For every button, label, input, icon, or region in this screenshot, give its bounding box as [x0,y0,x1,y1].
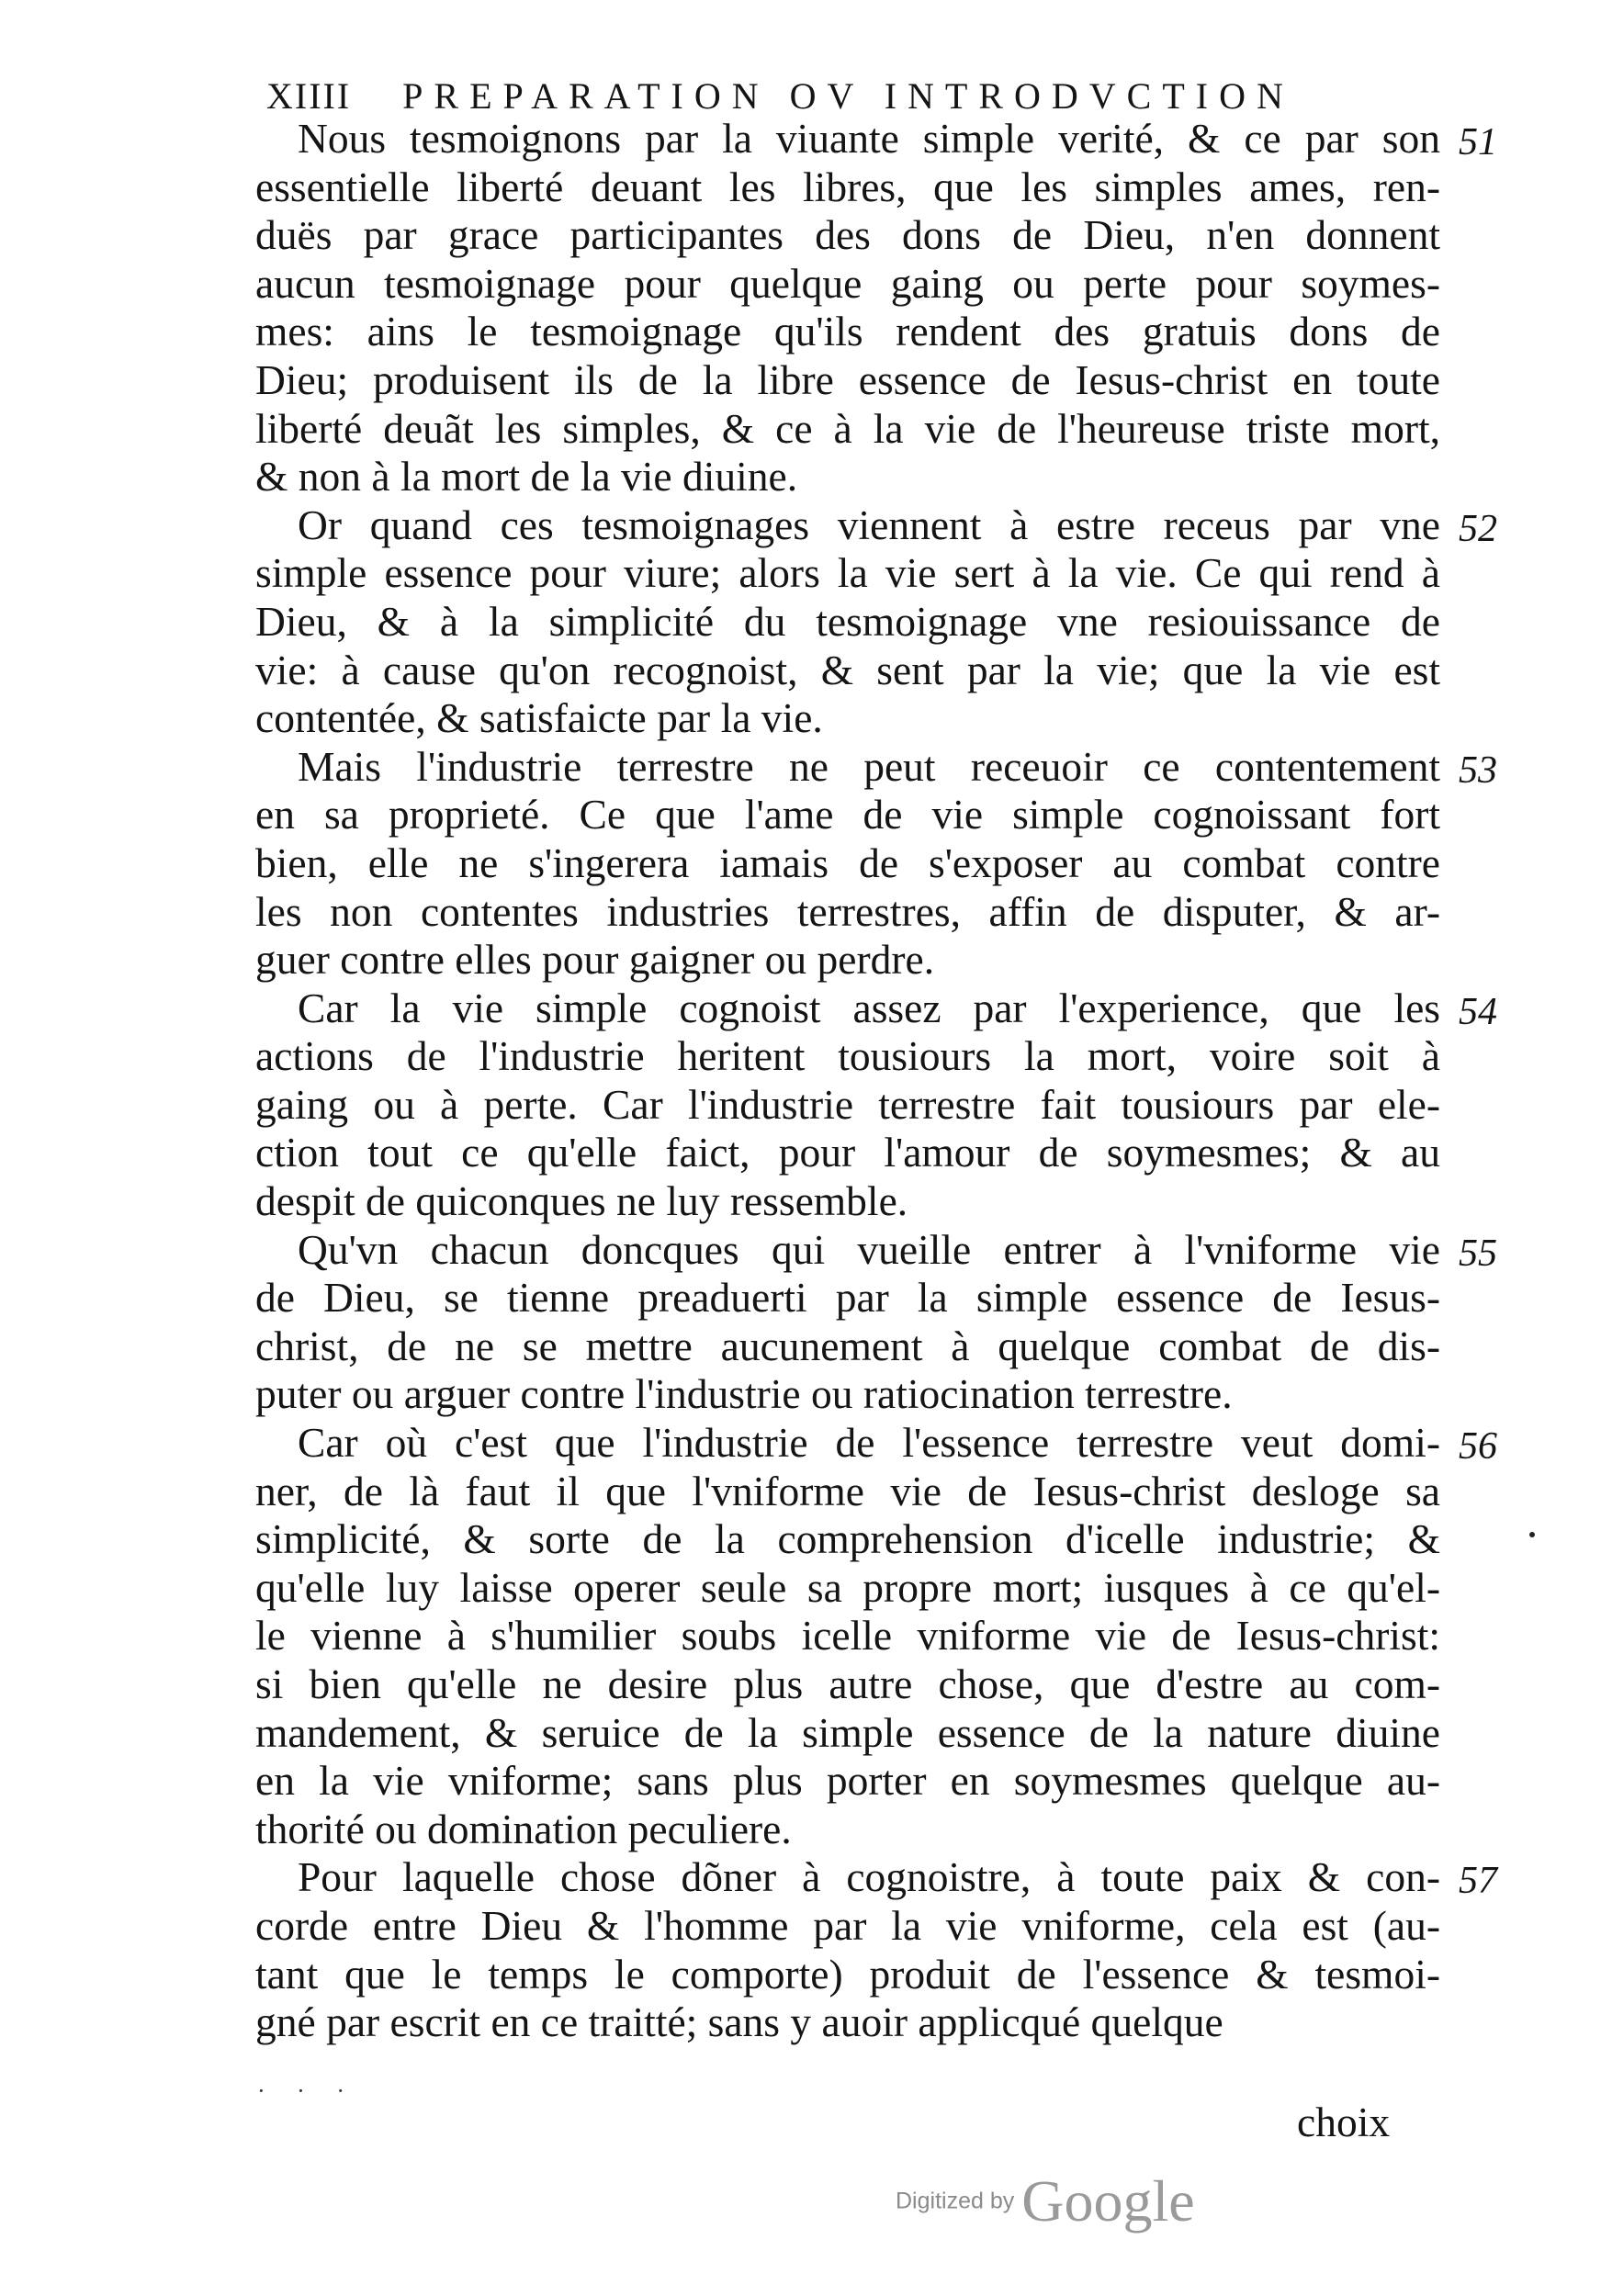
margin-number: 55 [1459,1232,1497,1275]
text-line: Mais l'industrie terrestre ne peut receuoir ce contentement [298,742,1440,790]
text-line: si bien qu'elle ne desire plus autre chose, que d'estre au com- [255,1660,1440,1707]
margin-number: 51 [1459,121,1497,163]
bottom-dots: · · · [257,2077,357,2104]
text-line: puter ou arguer contre l'industrie ou ratiocination terrestre. [255,1370,1233,1418]
paragraph [255,1419,1497,1853]
text-line: Car la vie simple cognoist assez par l'experience, que les [298,984,1440,1031]
text-line: despit de quiconques ne luy ressemble. [255,1177,908,1225]
paragraph [255,984,1497,1226]
text-line: gaing ou à perte. Car l'industrie terrestre fait tousiours par ele- [255,1080,1440,1128]
main-text [255,115,1497,2047]
paragraph [255,742,1497,985]
text-line: guer contre elles pour gaigner ou perdre. [255,936,935,984]
text-line: bien, elle ne s'ingerera iamais de s'exposer au combat contre [255,838,1440,886]
text-line: vie: à cause qu'on recognoist, & sent par la vie; que la vie est [255,646,1440,693]
margin-number: 56 [1459,1425,1497,1469]
text-line: christ, de ne se mettre aucunement à quelque combat de dis- [255,1322,1440,1369]
text-line: les non contentes industries terrestres, affin de disputer, & ar- [255,887,1440,935]
text-line: Car où c'est que l'industrie de l'essence terrestre veut domi- [298,1419,1440,1467]
text-line: Or quand ces tesmoignages viennent à estre receus par vne [298,501,1440,548]
text-line: aucun tesmoignage pour quelque gaing ou perte pour soymes- [255,259,1440,307]
paragraph [255,1225,1497,1419]
text-line: ction tout ce qu'elle faict, pour l'amour de soymesmes; & au [255,1129,1440,1176]
text-line: qu'elle luy laisse operer seule sa propre mort; iusques à ce qu'el- [255,1563,1440,1611]
text-line: simple essence pour viure; alors la vie sert à la vie. Ce qui rend à [255,549,1440,597]
text-line: Qu'vn chacun doncques qui vueille entrer à l'vniforme vie [298,1225,1440,1273]
margin-number: 52 [1459,507,1497,550]
running-title: PREPARATION OV INTRODVCTION [402,75,1294,117]
text-line: Nous tesmoignons par la viuante simple verité, & ce par son [298,115,1440,162]
paragraph [255,1853,1497,2046]
text-line: tant que le temps le comporte) produit de l'essence & tesmoi- [255,1950,1440,1998]
text-line: actions de l'industrie heritent tousiours la mort, voire soit à [255,1032,1440,1080]
text-line: liberté deuãt les simples, & ce à la vie de l'heureuse triste mort, [255,404,1440,452]
text-line: & non à la mort de la vie diuine. [255,453,798,501]
paragraph [255,115,1497,501]
text-line: duës par grace participantes des dons de Dieu, n'en donnent [255,211,1440,259]
text-line: Dieu; produisent ils de la libre essence de Iesus-christ en toute [255,355,1440,403]
text-line: corde entre Dieu & l'homme par la vie vniforme, cela est (au- [255,1901,1440,1949]
page-folio: XIIII [266,75,352,117]
text-line: mes: ains le tesmoignage qu'ils rendent des gratuis dons de [255,308,1440,355]
text-line: en la vie vniforme; sans plus porter en soymesmes quelque au- [255,1757,1440,1805]
text-line: gné par escrit en ce traitté; sans y auoir applicqué quelque [255,1998,1223,2046]
text-line: le vienne à s'humilier soubs icelle vniforme vie de Iesus-christ: [255,1612,1440,1660]
text-line: thorité ou domination peculiere. [255,1805,792,1852]
google-logo: Google [1021,2168,1195,2234]
digitized-label: Digitized by [896,2188,1015,2214]
text-line: en sa proprieté. Ce que l'ame de vie simple cognoissant fort [255,791,1440,838]
text-line: Dieu, & à la simplicité du tesmoignage vne resiouissance de [255,597,1440,645]
paragraph [255,501,1497,743]
catchword: choix [1297,2099,1391,2145]
text-line: Pour laquelle chose dõner à cognoistre, à toute paix & con- [298,1853,1440,1901]
text-line: simplicité, & sorte de la comprehension d'icelle industrie; & [255,1515,1440,1563]
text-line: mandement, & seruice de la simple essence de la nature diuine [255,1708,1440,1756]
margin-number: 57 [1459,1860,1497,1903]
text-line: ner, de là faut il que l'vniforme vie de Iesus-christ desloge sa [255,1467,1440,1514]
digitized-footer [896,2167,1195,2235]
text-line: de Dieu, se tienne preaduerti par la simple essence de Iesus- [255,1274,1440,1322]
text-line: essentielle liberté deuant les libres, que les simples ames, ren- [255,163,1440,210]
ink-speck [1529,1532,1535,1537]
margin-number: 54 [1459,990,1497,1033]
text-line: contentée, & satisfaicte par la vie. [255,694,823,742]
margin-number: 53 [1459,748,1497,792]
